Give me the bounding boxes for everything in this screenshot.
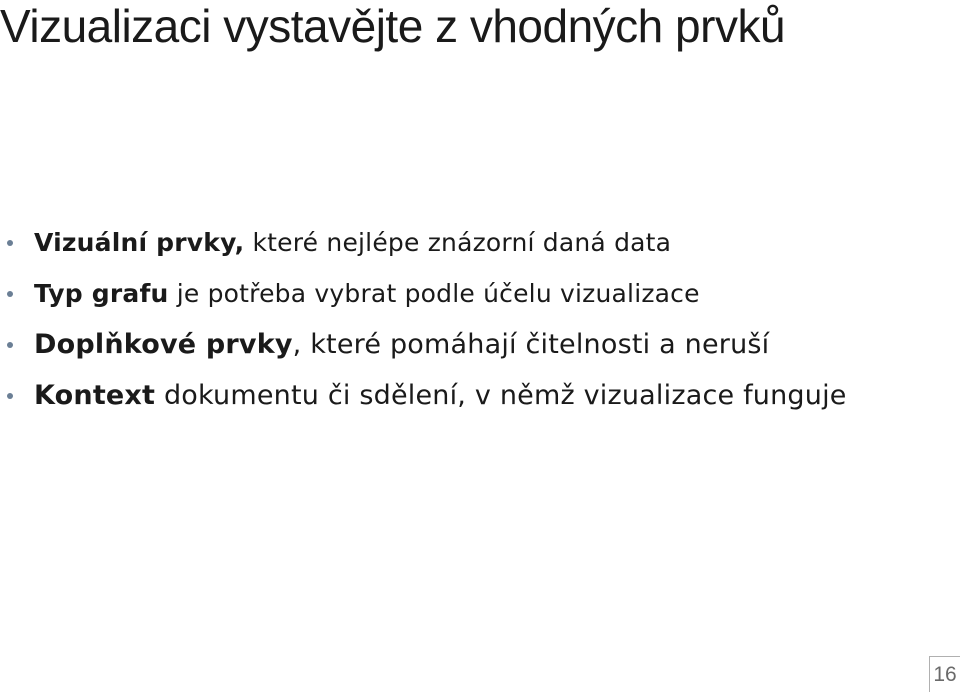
bullet-dot-icon [7,291,13,297]
bullet-dot-icon [7,240,13,246]
bullet-lead: Kontext [34,380,156,411]
bullet-item-context [0,376,847,427]
bullet-dot-icon [7,342,13,348]
page-number: 16 [929,656,960,692]
bullet-lead: Doplňkové prvky [34,329,293,360]
slide-title: Vizualizaci vystavějte z vhodných prvků [0,0,786,52]
bullet-lead: Typ grafu [34,279,169,308]
bullet-text: které nejlépe znázorní daná data [244,228,672,257]
bullet-item-supplementary-elements [0,325,847,376]
bullet-list [0,223,847,427]
bullet-lead: Vizuální prvky, [34,228,245,257]
bullet-text: je potřeba vybrat podle účelu vizualizace [168,279,700,308]
bullet-item-visual-elements [0,223,847,274]
bullet-text: , které pomáhají čitelnosti a neruší [292,329,770,360]
bullet-text: dokumentu či sdělení, v němž vizualizace funguje [155,380,847,411]
bullet-dot-icon [7,393,13,399]
bullet-item-chart-type [0,274,847,325]
